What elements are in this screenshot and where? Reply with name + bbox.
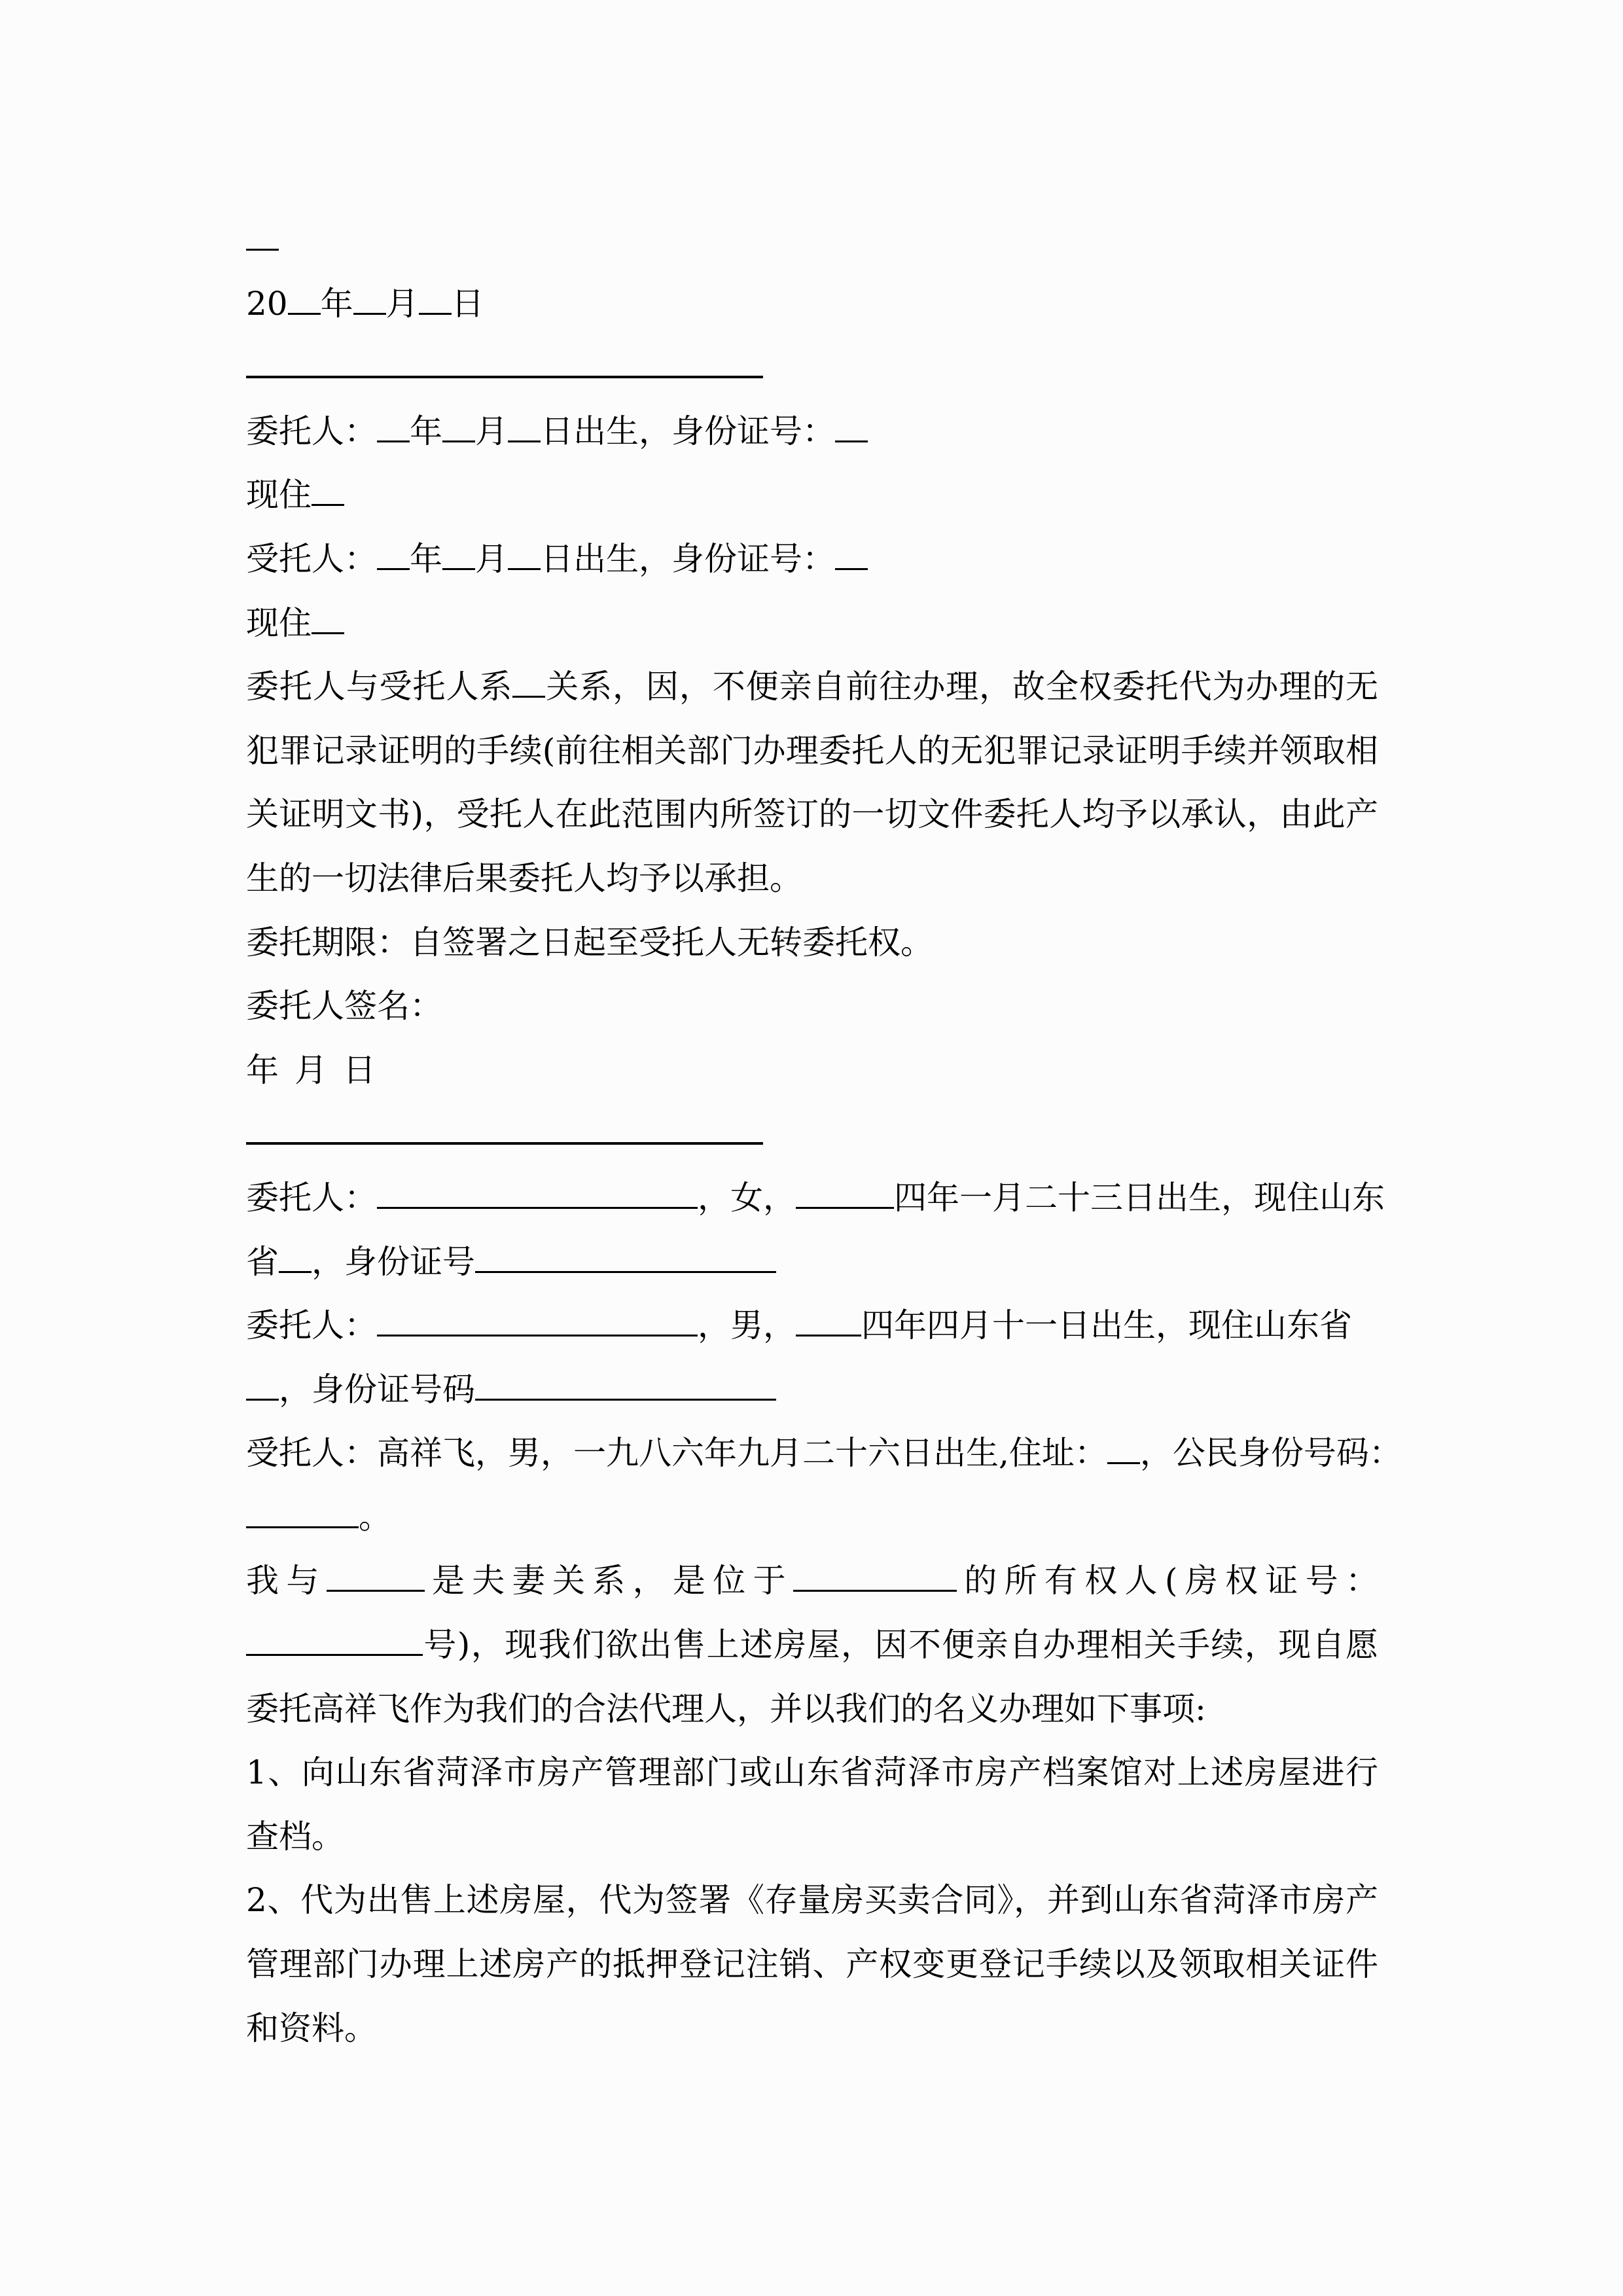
document-page [246, 208, 1402, 2060]
principal-1-label: 委托人： [246, 1178, 377, 1217]
agent-address-label: 现住 [246, 603, 312, 642]
month-blank[interactable] [353, 283, 386, 315]
agent-b-id-blank[interactable] [246, 1497, 359, 1528]
leading-dash [246, 228, 279, 251]
agent-b-id-label: ，公民身份号码： [1139, 1434, 1402, 1473]
principal-birth-id-label: 日出生，身份证号： [541, 412, 835, 450]
term-text: 委托期限：自签署之日起至受托人无转委托权。 [246, 923, 933, 961]
agent-id-blank[interactable] [835, 539, 868, 570]
signature-year: 年 [246, 1050, 279, 1089]
principal-address-label: 现住 [246, 476, 312, 514]
principal-2-id-label: ，身份证号码 [279, 1370, 475, 1408]
signature-date-line [246, 1039, 1378, 1103]
signature-month: 月 [294, 1050, 327, 1089]
agent-year-blank[interactable] [377, 539, 410, 570]
agent-month-label: 月 [475, 539, 508, 578]
statement-p4: 号)，现我们欲出售上述房屋，因不便亲自办理相关手续，现自愿委托高祥飞作为我们的合法代理人，并以我们的名义办理如下事项: [246, 1626, 1378, 1728]
date-month: 月 [385, 284, 419, 323]
separator-line-2 [246, 1102, 1378, 1166]
principal-2-year-blank[interactable] [796, 1305, 861, 1336]
agent-line [246, 528, 1378, 592]
principal-1-year-blank[interactable] [796, 1177, 894, 1209]
principal-address-line [246, 463, 1378, 528]
principal-2-line [246, 1294, 1378, 1358]
principal-1-province: 省 [246, 1242, 279, 1281]
principal-1-id-line [246, 1230, 1378, 1295]
principal-line [246, 400, 1378, 464]
signature-day: 日 [343, 1050, 376, 1089]
relationship-blank[interactable] [512, 666, 545, 698]
principal-label: 委托人： [246, 412, 377, 450]
signature-label: 委托人签名： [246, 987, 442, 1026]
date-prefix: 20 [246, 284, 288, 323]
principal-1-line [246, 1166, 1385, 1230]
principal-2-label: 委托人： [246, 1306, 377, 1345]
date-day: 日 [451, 284, 484, 323]
date-line [246, 272, 1378, 336]
agent-address-line [246, 592, 1378, 656]
day-blank[interactable] [419, 283, 452, 315]
authorization-paragraph [246, 655, 1378, 910]
agent-address-blank[interactable] [312, 603, 344, 634]
separator-line-1 [246, 336, 1378, 400]
signature-line [246, 975, 1378, 1039]
agent-b-end: 。 [359, 1498, 391, 1536]
agent-month-blank[interactable] [442, 539, 475, 570]
principal-2-gender: ，男， [698, 1306, 796, 1345]
principal-1-birth: 四年一月二十三日出生，现住山东 [894, 1178, 1385, 1217]
agent-label: 受托人： [246, 539, 377, 578]
list-item-2 [246, 1869, 1378, 2060]
principal-1-name-blank[interactable] [377, 1177, 698, 1209]
principal-2-birth: 四年四月十一日出生，现住山东省 [861, 1306, 1352, 1345]
agent-b-id-line [246, 1486, 1378, 1550]
principal-1-city-blank[interactable] [279, 1242, 312, 1273]
statement-paragraph [246, 1549, 1378, 1741]
year-blank[interactable] [288, 283, 321, 315]
property-location-blank[interactable] [793, 1560, 957, 1592]
principal-2-id-blank[interactable] [475, 1369, 776, 1401]
principal-1-id-label: ，身份证号 [312, 1242, 475, 1281]
property-cert-blank[interactable] [246, 1624, 423, 1656]
principal-id-blank[interactable] [835, 411, 868, 442]
list-item-text: 1、向山东省菏泽市房产管理部门或山东省菏泽市房产档案馆对上述房屋进行查档。 [246, 1753, 1378, 1856]
principal-address-blank[interactable] [312, 475, 344, 506]
principal-year-blank[interactable] [377, 411, 410, 442]
separator-rule [246, 355, 763, 378]
principal-1-gender: ，女， [698, 1178, 796, 1217]
relationship-text: 委托人与受托人系 [246, 668, 513, 706]
principal-2-city-blank[interactable] [246, 1369, 279, 1401]
principal-1-id-blank[interactable] [475, 1242, 776, 1273]
spouse-blank[interactable] [327, 1560, 425, 1592]
separator-rule [246, 1122, 763, 1145]
principal-month-label: 月 [475, 412, 508, 450]
principal-year-label: 年 [410, 412, 442, 450]
principal-day-blank[interactable] [508, 411, 541, 442]
list-item-1 [246, 1741, 1378, 1869]
statement-p2: 是夫妻关系，是位于 [424, 1562, 793, 1600]
list-item-text: 2、代为出售上述房屋，代为签署《存量房买卖合同》，并到山东省菏泽市房产管理部门办理上述房产的抵押登记注销、产权变更登记手续以及领取相关证件和资料。 [246, 1881, 1378, 2047]
term-line [246, 911, 1378, 975]
authorization-text: 关系，因，不便亲自前往办理，故全权委托代为办理的无犯罪记录证明的手续(前往相关部门办理委托人的无犯罪记录证明手续并领取相关证明文书)，受托人在此范围内所签订的一切文件委托人均予以承认，由此产生的一切法律后果委托人均予以承担。 [246, 668, 1379, 897]
principal-2-id-line [246, 1358, 1378, 1422]
principal-month-blank[interactable] [442, 411, 475, 442]
agent-b-address-blank[interactable] [1107, 1433, 1140, 1464]
agent-b-line [246, 1422, 1402, 1486]
statement-p3: 的所有权人(房权证号： [956, 1562, 1379, 1600]
principal-2-name-blank[interactable] [377, 1305, 698, 1336]
agent-day-blank[interactable] [508, 539, 541, 570]
agent-birth-id-label: 日出生，身份证号： [541, 539, 835, 578]
leading-dash-line [246, 208, 1378, 272]
date-year: 年 [320, 284, 353, 323]
statement-p1: 我与 [246, 1562, 327, 1600]
agent-year-label: 年 [410, 539, 442, 578]
agent-b-text: 受托人：高祥飞，男，一九八六年九月二十六日出生,住址： [246, 1434, 1107, 1473]
